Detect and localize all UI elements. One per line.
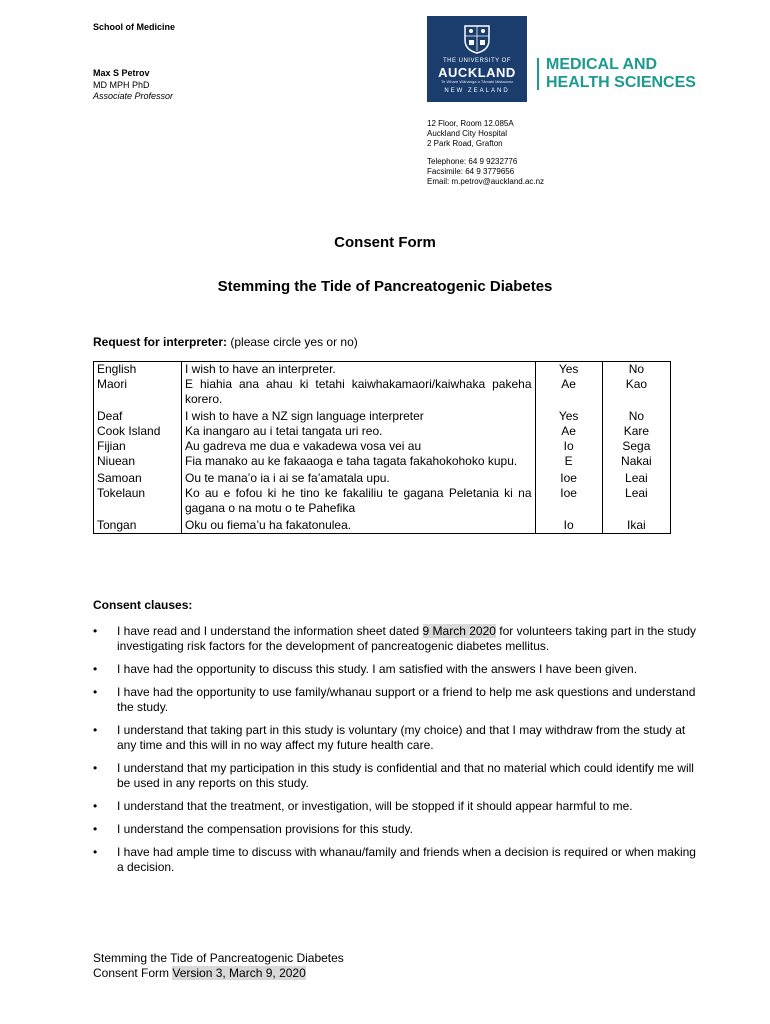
interpreter-row (94, 424, 671, 439)
yes-option[interactable]: Ioe (535, 471, 602, 486)
footer-form-label: Consent Form (93, 966, 173, 980)
statement-cell: I wish to have an interpreter. (181, 362, 535, 378)
logo-line2: AUCKLAND (438, 65, 516, 80)
language-cell: Niuean (94, 454, 182, 471)
crest-icon (463, 24, 491, 54)
yes-option[interactable]: Io (535, 518, 602, 534)
statement-cell: E hiahia ana ahau ki tetahi kaiwhakamaori/kaiwhaka pakeha korero. (181, 377, 535, 409)
bullet-icon: • (93, 761, 98, 775)
clause-text: I understand the compensation provisions for this study. (117, 822, 413, 836)
faculty-divider (537, 58, 539, 90)
faculty-line2: HEALTH SCIENCES (546, 74, 696, 91)
consent-clause (93, 685, 703, 715)
consent-clause (93, 662, 703, 677)
clause-text: I have had ample time to discuss with whanau/family and friends when a decision is required or when making a decision. (117, 845, 696, 874)
interpreter-row (94, 439, 671, 454)
no-option[interactable]: Ikai (602, 518, 670, 534)
address-line: Auckland City Hospital (427, 129, 508, 138)
facsimile: Facsimile: 64 9 3779656 (427, 167, 515, 176)
logo-line3: Te Whare Wānanga o Tāmaki Makaurau (441, 79, 513, 84)
language-cell: Tongan (94, 518, 182, 534)
bullet-icon: • (93, 799, 98, 813)
interpreter-table (93, 361, 671, 534)
language-cell: Fijian (94, 439, 182, 454)
interpreter-instruction: (please circle yes or no) (230, 335, 358, 349)
no-option[interactable]: Nakai (602, 454, 670, 471)
document-title: Consent Form (334, 234, 436, 251)
bullet-icon: • (93, 723, 98, 737)
interpreter-row (94, 471, 671, 486)
info-sheet-date: 9 March 2020 (422, 624, 496, 638)
language-cell: Tokelaun (94, 486, 182, 518)
telephone: Telephone: 64 9 9232776 (427, 157, 518, 166)
no-option[interactable]: Kao (602, 377, 670, 409)
yes-option[interactable]: E (535, 454, 602, 471)
address-line: 12 Floor, Room 12.085A (427, 119, 514, 128)
no-option[interactable]: No (602, 362, 670, 378)
footer-study-title: Stemming the Tide of Pancreatogenic Diabetes (93, 951, 344, 965)
no-option[interactable]: Leai (602, 486, 670, 518)
bullet-icon: • (93, 624, 98, 638)
school-name: School of Medicine (93, 22, 176, 32)
logo-line1: THE UNIVERSITY OF (442, 58, 512, 64)
clause-text: I understand that the treatment, or investigation, will be stopped if it should appear harmful to me. (117, 799, 633, 813)
clause-text: I have had the opportunity to use family/whanau support or a friend to help me ask questions and understand the study. (117, 685, 696, 714)
interpreter-row (94, 518, 671, 534)
clause-text: I have had the opportunity to discuss this study. I am satisfied with the answers I have been given. (117, 662, 638, 676)
language-cell: Samoan (94, 471, 182, 486)
consent-clause (93, 822, 703, 837)
statement-cell: Oku ou fiema’u ha fakatonulea. (181, 518, 535, 534)
interpreter-row (94, 362, 671, 378)
email: Email: m.petrov@auckland.ac.nz (427, 177, 545, 186)
university-logo (427, 16, 527, 102)
author-credentials: MD MPH PhD (93, 80, 150, 90)
statement-cell: Ko au e fofou ki he tino ke fakaliliu te gagana Peletania ki na gagana o na motu o te Pahefika (181, 486, 535, 518)
footer-form-version (93, 966, 344, 981)
consent-clause (93, 845, 703, 875)
no-option[interactable]: Leai (602, 471, 670, 486)
language-cell: Deaf (94, 409, 182, 424)
consent-clause (93, 624, 703, 654)
language-cell: English (94, 362, 182, 378)
yes-option[interactable]: Yes (535, 362, 602, 378)
faculty-name (546, 56, 696, 92)
interpreter-row (94, 454, 671, 471)
bullet-icon: • (93, 662, 98, 676)
bullet-icon: • (93, 822, 98, 836)
no-option[interactable]: Kare (602, 424, 670, 439)
bullet-icon: • (93, 685, 98, 699)
address-block (427, 119, 514, 149)
consent-clause (93, 799, 703, 814)
language-cell: Cook Island (94, 424, 182, 439)
consent-clause (93, 723, 703, 753)
statement-cell: Ou te mana’o ia i ai se fa’amatala upu. (181, 471, 535, 486)
statement-cell: Au gadreva me dua e vakadewa vosa vei au (181, 439, 535, 454)
bullet-icon: • (93, 845, 98, 859)
statement-cell: Fia manako au ke fakaaoga e taha tagata fakahokohoko kupu. (181, 454, 535, 471)
yes-option[interactable]: Ae (535, 424, 602, 439)
contact-block (427, 157, 544, 187)
consent-clause (93, 761, 703, 791)
language-cell: Maori (94, 377, 182, 409)
clause-text: I have read and I understand the information sheet dated (117, 624, 423, 638)
document-subtitle: Stemming the Tide of Pancreatogenic Diabetes (217, 278, 553, 295)
interpreter-row (94, 409, 671, 424)
yes-option[interactable]: Yes (535, 409, 602, 424)
interpreter-request (93, 335, 358, 349)
consent-clauses (93, 624, 703, 883)
clause-text: for volunteers taking part in the study investigating risk factors for the development of pancreatogenic diabetes mellitus. (117, 624, 697, 653)
interpreter-row (94, 486, 671, 518)
author-role: Associate Professor (93, 91, 174, 101)
interpreter-row (94, 377, 671, 409)
faculty-line1: MEDICAL AND (546, 56, 658, 73)
clause-text: I understand that taking part in this study is voluntary (my choice) and that I may withdraw from the study at any time and this will in no way affect my future health care. (117, 723, 686, 752)
statement-cell: Ka inangaro au i tetai tangata uri reo. (181, 424, 535, 439)
author-name: Max S Petrov (93, 68, 150, 78)
statement-cell: I wish to have a NZ sign language interpreter (181, 409, 535, 424)
logo-line4: NEW ZEALAND (444, 88, 510, 94)
yes-option[interactable]: Ae (535, 377, 602, 409)
no-option[interactable]: Sega (602, 439, 670, 454)
clause-text: I understand that my participation in this study is confidential and that no material which could identify me will be used in any reports on this study. (117, 761, 694, 790)
interpreter-label: Request for interpreter: (93, 335, 228, 349)
no-option[interactable]: No (602, 409, 670, 424)
consent-heading: Consent clauses: (93, 598, 193, 612)
yes-option[interactable]: Io (535, 439, 602, 454)
address-line: 2 Park Road, Grafton (427, 139, 503, 148)
page-footer (93, 951, 344, 981)
version-badge: Version 3, March 9, 2020 (172, 966, 306, 980)
yes-option[interactable]: Ioe (535, 486, 602, 518)
